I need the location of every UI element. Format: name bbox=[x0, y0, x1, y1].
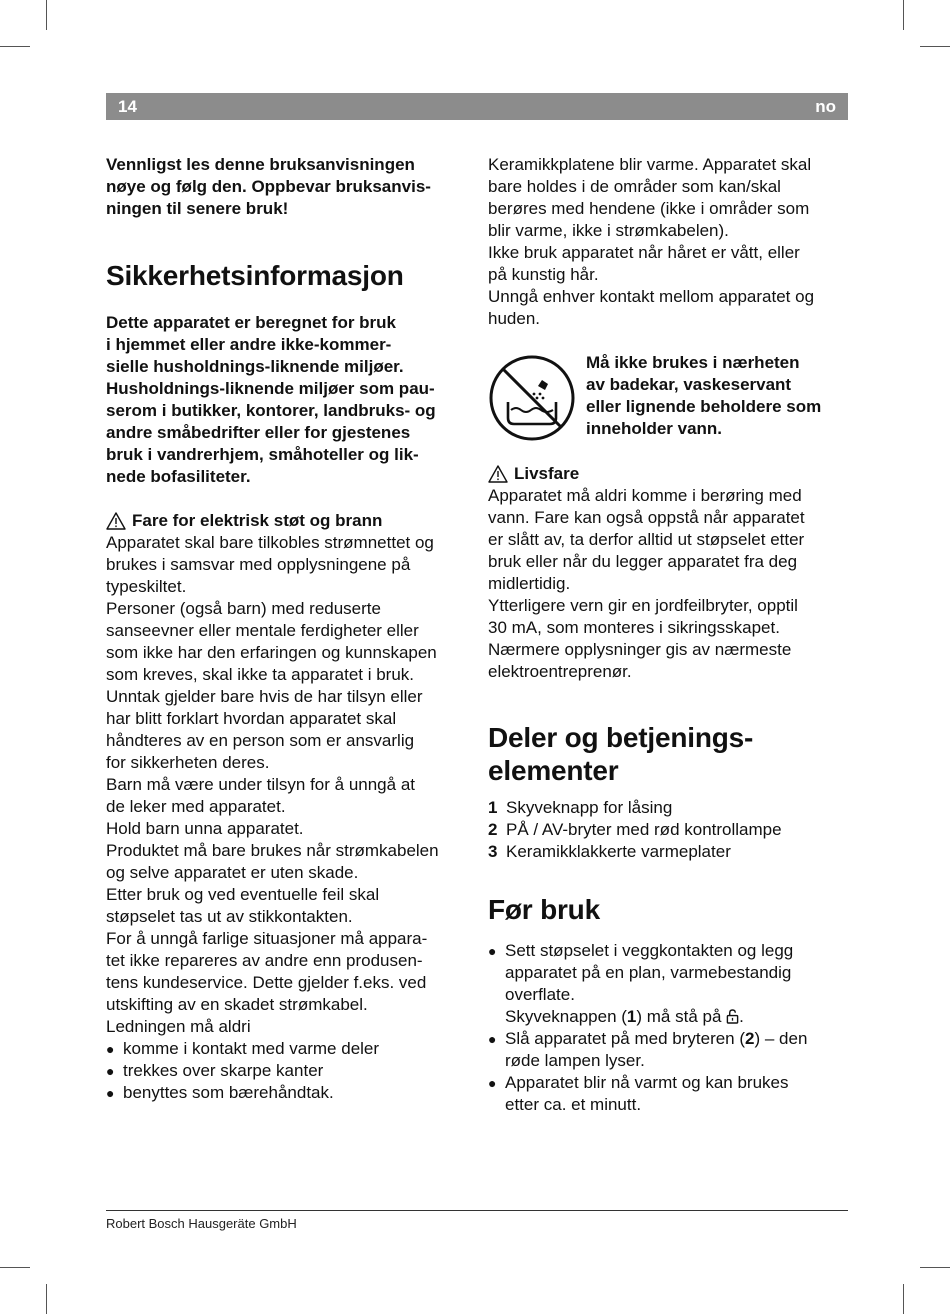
crop-mark bbox=[0, 46, 30, 47]
text-line: berøres med hendene (ikke i områder som bbox=[488, 199, 810, 218]
text-line: overflate. bbox=[505, 985, 575, 1004]
part-label: Keramikklakkerte varmeplater bbox=[506, 842, 731, 861]
text-line: elektroentreprenør. bbox=[488, 662, 632, 681]
before-use-list bbox=[488, 940, 850, 1116]
intended-use-text bbox=[106, 312, 468, 488]
crop-mark bbox=[903, 0, 904, 30]
intro-text bbox=[106, 154, 468, 220]
warning-line: Unntak gjelder bare hvis de har tilsyn eller bbox=[106, 687, 423, 706]
warning-heading bbox=[106, 510, 468, 532]
warning-line: Etter bruk og ved eventuelle feil skal bbox=[106, 885, 380, 904]
text-line: Ikke bruk apparatet når håret er vått, eller bbox=[488, 243, 800, 262]
usage-line: nede bofasiliteter. bbox=[106, 467, 251, 486]
text-line: 30 mA, som monteres i sikringsskapet. bbox=[488, 618, 780, 637]
section-title-parts bbox=[488, 721, 850, 787]
section-title-before-use: Før bruk bbox=[488, 894, 600, 925]
intro-line: ningen til senere bruk! bbox=[106, 199, 289, 218]
slider-instruction-pre: Skyveknappen ( bbox=[505, 1007, 627, 1026]
warning-line: tens kundeservice. Dette gjelder f.eks. ved bbox=[106, 973, 427, 992]
text-line: bruk eller når du legger apparatet fra deg bbox=[488, 552, 798, 571]
warning-line: for sikkerheten deres. bbox=[106, 753, 270, 772]
text-line: Ytterligere vern gir en jordfeilbryter, opptil bbox=[488, 596, 798, 615]
text-line: Slå apparatet på med bryteren ( bbox=[505, 1029, 746, 1048]
usage-line: serom i butikker, kontorer, landbruks- og bbox=[106, 401, 436, 420]
text-line: Unngå enhver kontakt mellom apparatet og bbox=[488, 287, 815, 306]
footer-divider bbox=[106, 1210, 848, 1211]
warning-line: de leker med apparatet. bbox=[106, 797, 286, 816]
usage-line: i hjemmet eller andre ikke-kommer- bbox=[106, 335, 392, 354]
cord-rules-list bbox=[106, 1038, 468, 1104]
list-item: ● benyttes som bærehåndtak. bbox=[106, 1082, 468, 1104]
slider-instruction-end: . bbox=[739, 1007, 744, 1026]
life-danger-title: Livsfare bbox=[514, 464, 580, 483]
text-line: Nærmere opplysninger gis av nærmeste bbox=[488, 640, 792, 659]
left-column bbox=[106, 154, 468, 1104]
crop-mark bbox=[46, 0, 47, 30]
list-item: ● komme i kontakt med varme deler bbox=[106, 1038, 468, 1060]
warning-line: Hold barn unna apparatet. bbox=[106, 819, 304, 838]
parts-item bbox=[488, 819, 850, 841]
life-danger-text bbox=[488, 485, 850, 683]
usage-line: andre småbedrifter eller for gjestenes bbox=[106, 423, 411, 442]
intro-line: nøye og følg den. Oppbevar bruksanvis- bbox=[106, 177, 431, 196]
text-line: Må ikke brukes i nærheten bbox=[586, 353, 800, 372]
text-line: vann. Fare kan også oppstå når apparatet bbox=[488, 508, 805, 527]
text-line: Apparatet blir nå varmt og kan brukes bbox=[505, 1073, 789, 1092]
text-line: midlertidig. bbox=[488, 574, 571, 593]
warning-line: tet ikke repareres av andre enn produsen- bbox=[106, 951, 423, 970]
slider-number: 1 bbox=[626, 1007, 637, 1026]
warning-line: Produktet må bare brukes når strømkabelen bbox=[106, 841, 439, 860]
slider-instruction-post: ) må stå på bbox=[636, 1007, 722, 1026]
warning-line: har blitt forklart hvordan apparatet skal bbox=[106, 709, 397, 728]
section-title-safety: Sikkerhetsinformasjon bbox=[106, 260, 404, 291]
right-column bbox=[488, 154, 850, 1116]
unlock-icon bbox=[726, 1009, 739, 1024]
warning-triangle-icon bbox=[488, 465, 508, 483]
title-line: Deler og betjenings- bbox=[488, 722, 754, 753]
text-line: Apparatet må aldri komme i berøring med bbox=[488, 486, 802, 505]
warning-line: For å unngå farlige situasjoner må appara- bbox=[106, 929, 428, 948]
list-item: ● trekkes over skarpe kanter bbox=[106, 1060, 468, 1082]
text-line: huden. bbox=[488, 309, 540, 328]
parts-item bbox=[488, 797, 850, 819]
part-number: 1 bbox=[488, 798, 498, 817]
text-line: på kunstig hår. bbox=[488, 265, 599, 284]
part-number: 3 bbox=[488, 842, 498, 861]
warning-line: støpselet tas ut av stikkontakten. bbox=[106, 907, 353, 926]
warning-line: Barn må være under tilsyn for å unngå at bbox=[106, 775, 415, 794]
usage-line: bruk i vandrerhjem, småhoteller og lik- bbox=[106, 445, 419, 464]
list-item bbox=[488, 1072, 850, 1116]
title-line: elementer bbox=[488, 755, 619, 786]
text-line: røde lampen lyser. bbox=[505, 1051, 645, 1070]
crop-mark bbox=[920, 46, 950, 47]
warning-line: som kreves, skal ikke ta apparatet i bruk. bbox=[106, 665, 415, 684]
warning-line: håndteres av en person som er ansvarlig bbox=[106, 731, 415, 750]
warning-line: utskifting av en skadet strømkabel. bbox=[106, 995, 368, 1014]
warning-line: som ikke har den erfaringen og kunnskapen bbox=[106, 643, 437, 662]
usage-line: sielle husholdnings-liknende miljøer. bbox=[106, 357, 404, 376]
warning-line: brukes i samsvar med opplysningene på bbox=[106, 555, 411, 574]
bath-warning-text bbox=[586, 352, 821, 440]
text-line: apparatet på en plan, varmebestandig bbox=[505, 963, 792, 982]
part-label: Skyveknapp for låsing bbox=[506, 798, 673, 817]
warning-line: Ledningen må aldri bbox=[106, 1017, 251, 1036]
intro-line: Vennligst les denne bruksanvisningen bbox=[106, 155, 415, 174]
crop-mark bbox=[920, 1267, 950, 1268]
parts-item bbox=[488, 841, 850, 863]
part-label: PÅ / AV-bryter med rød kontrollampe bbox=[506, 820, 782, 839]
warning-line: typeskiltet. bbox=[106, 577, 187, 596]
text-line: eller lignende beholdere som bbox=[586, 397, 822, 416]
hot-plates-text bbox=[488, 154, 850, 330]
text-line: ) – den bbox=[754, 1029, 808, 1048]
list-item bbox=[488, 940, 850, 1028]
warning-title: Fare for elektrisk støt og brann bbox=[132, 511, 383, 530]
text-line: bare holdes i de områder som kan/skal bbox=[488, 177, 781, 196]
warning-line: og selve apparatet er uten skade. bbox=[106, 863, 359, 882]
part-number: 2 bbox=[488, 820, 498, 839]
text-line: Keramikkplatene blir varme. Apparatet skal bbox=[488, 155, 812, 174]
text-line: blir varme, ikke i strømkabelen). bbox=[488, 221, 729, 240]
text-line: inneholder vann. bbox=[586, 419, 723, 438]
usage-line: Dette apparatet er beregnet for bruk bbox=[106, 313, 397, 332]
no-water-prohibition-icon bbox=[488, 354, 576, 442]
warning-text bbox=[106, 532, 468, 1038]
crop-mark bbox=[0, 1267, 30, 1268]
life-danger-heading bbox=[488, 463, 850, 485]
bath-warning-block bbox=[488, 352, 850, 442]
text-line: av badekar, vaskeservant bbox=[586, 375, 792, 394]
crop-mark bbox=[46, 1284, 47, 1314]
text-line: etter ca. et minutt. bbox=[505, 1095, 642, 1114]
list-item bbox=[488, 1028, 850, 1072]
usage-line: Husholdnings-liknende miljøer som pau- bbox=[106, 379, 435, 398]
warning-line: Apparatet skal bare tilkobles strømnettet og bbox=[106, 533, 434, 552]
parts-list bbox=[488, 797, 850, 863]
footer-company: Robert Bosch Hausgeräte GmbH bbox=[106, 1216, 297, 1231]
switch-number: 2 bbox=[745, 1029, 755, 1048]
page-number: 14 bbox=[118, 96, 137, 116]
language-code: no bbox=[815, 96, 836, 116]
crop-mark bbox=[903, 1284, 904, 1314]
page-header-bar bbox=[106, 93, 848, 120]
text-line: Sett støpselet i veggkontakten og legg bbox=[505, 941, 794, 960]
warning-line: Personer (også barn) med reduserte bbox=[106, 599, 381, 618]
warning-triangle-icon bbox=[106, 512, 126, 530]
warning-line: sanseevner eller mentale ferdigheter eller bbox=[106, 621, 419, 640]
text-line: er slått av, ta derfor alltid ut støpselet etter bbox=[488, 530, 805, 549]
